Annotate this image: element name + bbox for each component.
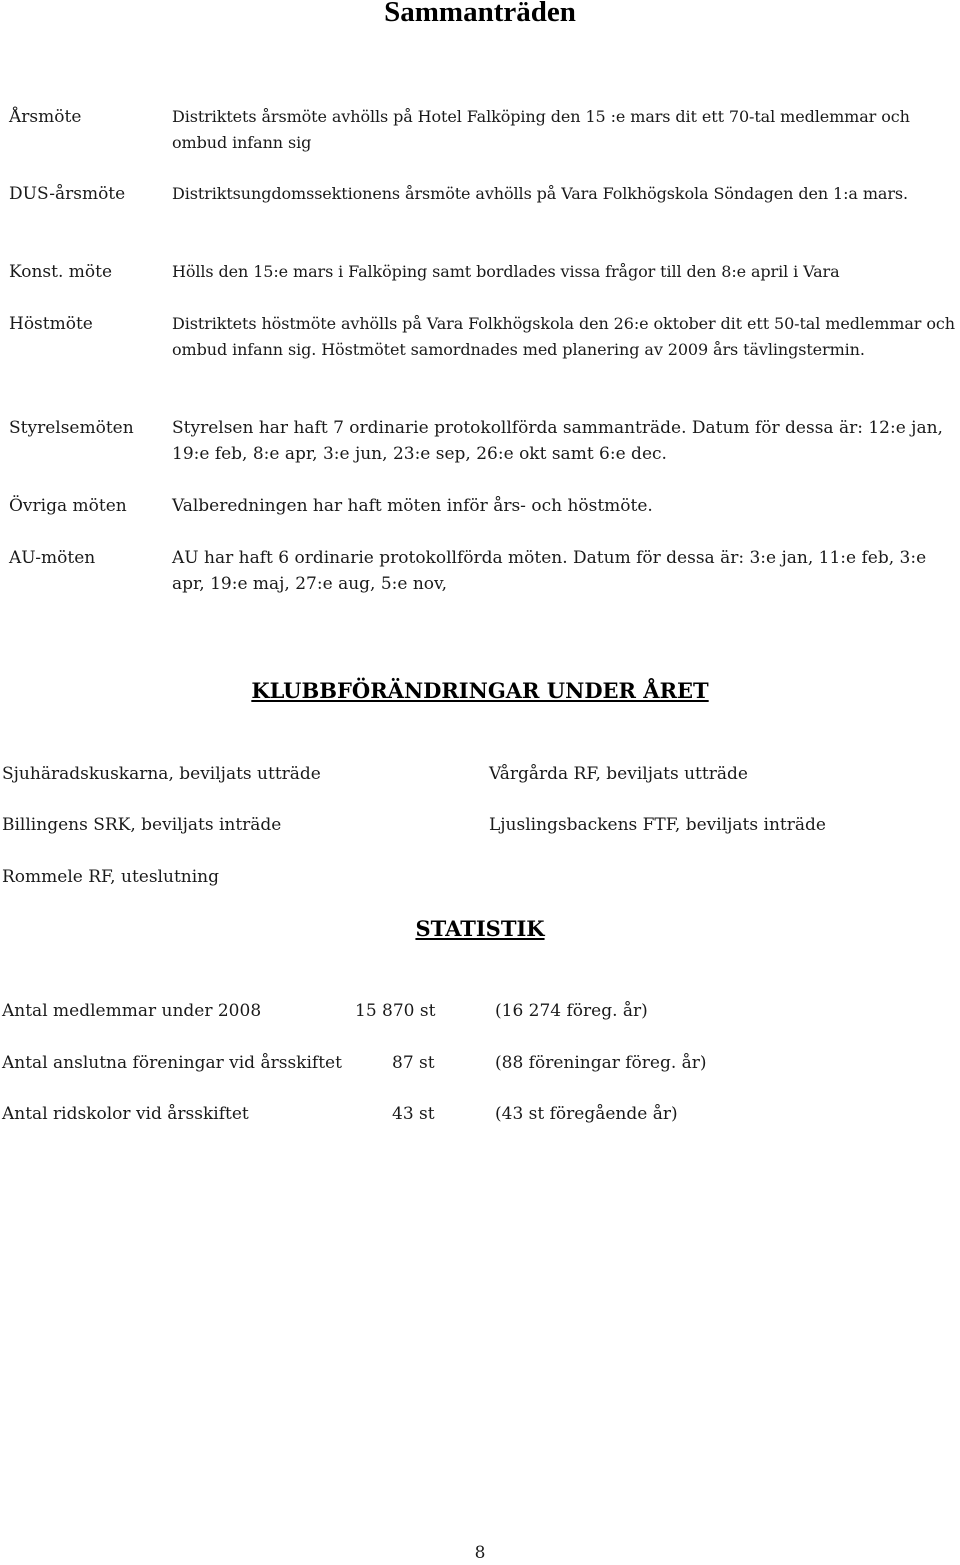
meeting-text-konst-mote: Hölls den 15:e mars i Falköping samt bordlades vissa frågor till den 8:e april i Vara xyxy=(172,262,840,281)
stat-label: Antal ridskolor vid årsskiftet xyxy=(2,1104,249,1124)
meeting-text-hostmote: Distriktets höstmöte avhölls på Vara Folkhögskola den 26:e oktober dit ett 50-tal medlemmar och ombud infann sig. Höstmötet samordnades med planering av 2009 års tävlingstermin. xyxy=(172,314,955,359)
page-title: Sammanträden xyxy=(384,0,576,28)
meeting-label-arsmote: Årsmöte xyxy=(9,107,82,127)
club-change-item: Rommele RF, uteslutning xyxy=(2,867,219,887)
meeting-text-ovriga-moten: Valberedningen har haft möten inför års- och höstmöte. xyxy=(172,496,653,516)
meeting-label-konst-mote: Konst. möte xyxy=(9,262,113,282)
statistics-heading: STATISTIK xyxy=(415,916,545,941)
stat-value: 15 870 st xyxy=(355,1001,436,1021)
stat-previous: (88 föreningar föreg. år) xyxy=(495,1053,707,1073)
meeting-text-arsmote: Distriktets årsmöte avhölls på Hotel Falköping den 15 :e mars dit ett 70-tal medlemmar och ombud infann sig xyxy=(172,107,910,152)
meeting-label-hostmote: Höstmöte xyxy=(9,314,93,334)
club-changes-heading: KLUBBFÖRÄNDRINGAR UNDER ÅRET xyxy=(251,678,709,703)
meeting-text-au-moten: AU har haft 6 ordinarie protokollförda möten. Datum för dessa är: 3:e jan, 11:e feb, 3:e apr, 19:e maj, 27:e aug, 5:e nov, xyxy=(172,548,927,594)
meeting-label-au-moten: AU-möten xyxy=(9,548,96,568)
stat-label: Antal medlemmar under 2008 xyxy=(2,1001,262,1021)
meeting-label-styrelsemoten: Styrelsemöten xyxy=(9,418,134,438)
club-change-item: Ljuslingsbackens FTF, beviljats inträde xyxy=(489,815,826,835)
club-change-item: Sjuhäradskuskarna, beviljats utträde xyxy=(2,764,321,784)
stat-value: 43 st xyxy=(392,1104,435,1124)
stat-previous: (16 274 föreg. år) xyxy=(495,1001,648,1021)
stat-label: Antal anslutna föreningar vid årsskiftet xyxy=(2,1053,342,1073)
meeting-text-styrelsemoten: Styrelsen har haft 7 ordinarie protokollförda sammanträde. Datum för dessa är: 12:e jan, 19:e feb, 8:e apr, 3:e jun, 23:e sep, 26:e okt samt 6:e dec. xyxy=(172,418,943,464)
stat-value: 87 st xyxy=(392,1053,435,1073)
club-change-item: Billingens SRK, beviljats inträde xyxy=(2,815,282,835)
club-change-item: Vårgårda RF, beviljats utträde xyxy=(489,764,748,784)
meeting-text-dus-arsmote: Distriktsungdomssektionens årsmöte avhölls på Vara Folkhögskola Söndagen den 1:a mars. xyxy=(172,184,908,203)
page-number: 8 xyxy=(474,1543,486,1563)
meeting-label-dus-arsmote: DUS-årsmöte xyxy=(9,184,126,204)
stat-previous: (43 st föregående år) xyxy=(495,1104,678,1124)
meeting-label-ovriga-moten: Övriga möten xyxy=(9,496,127,516)
